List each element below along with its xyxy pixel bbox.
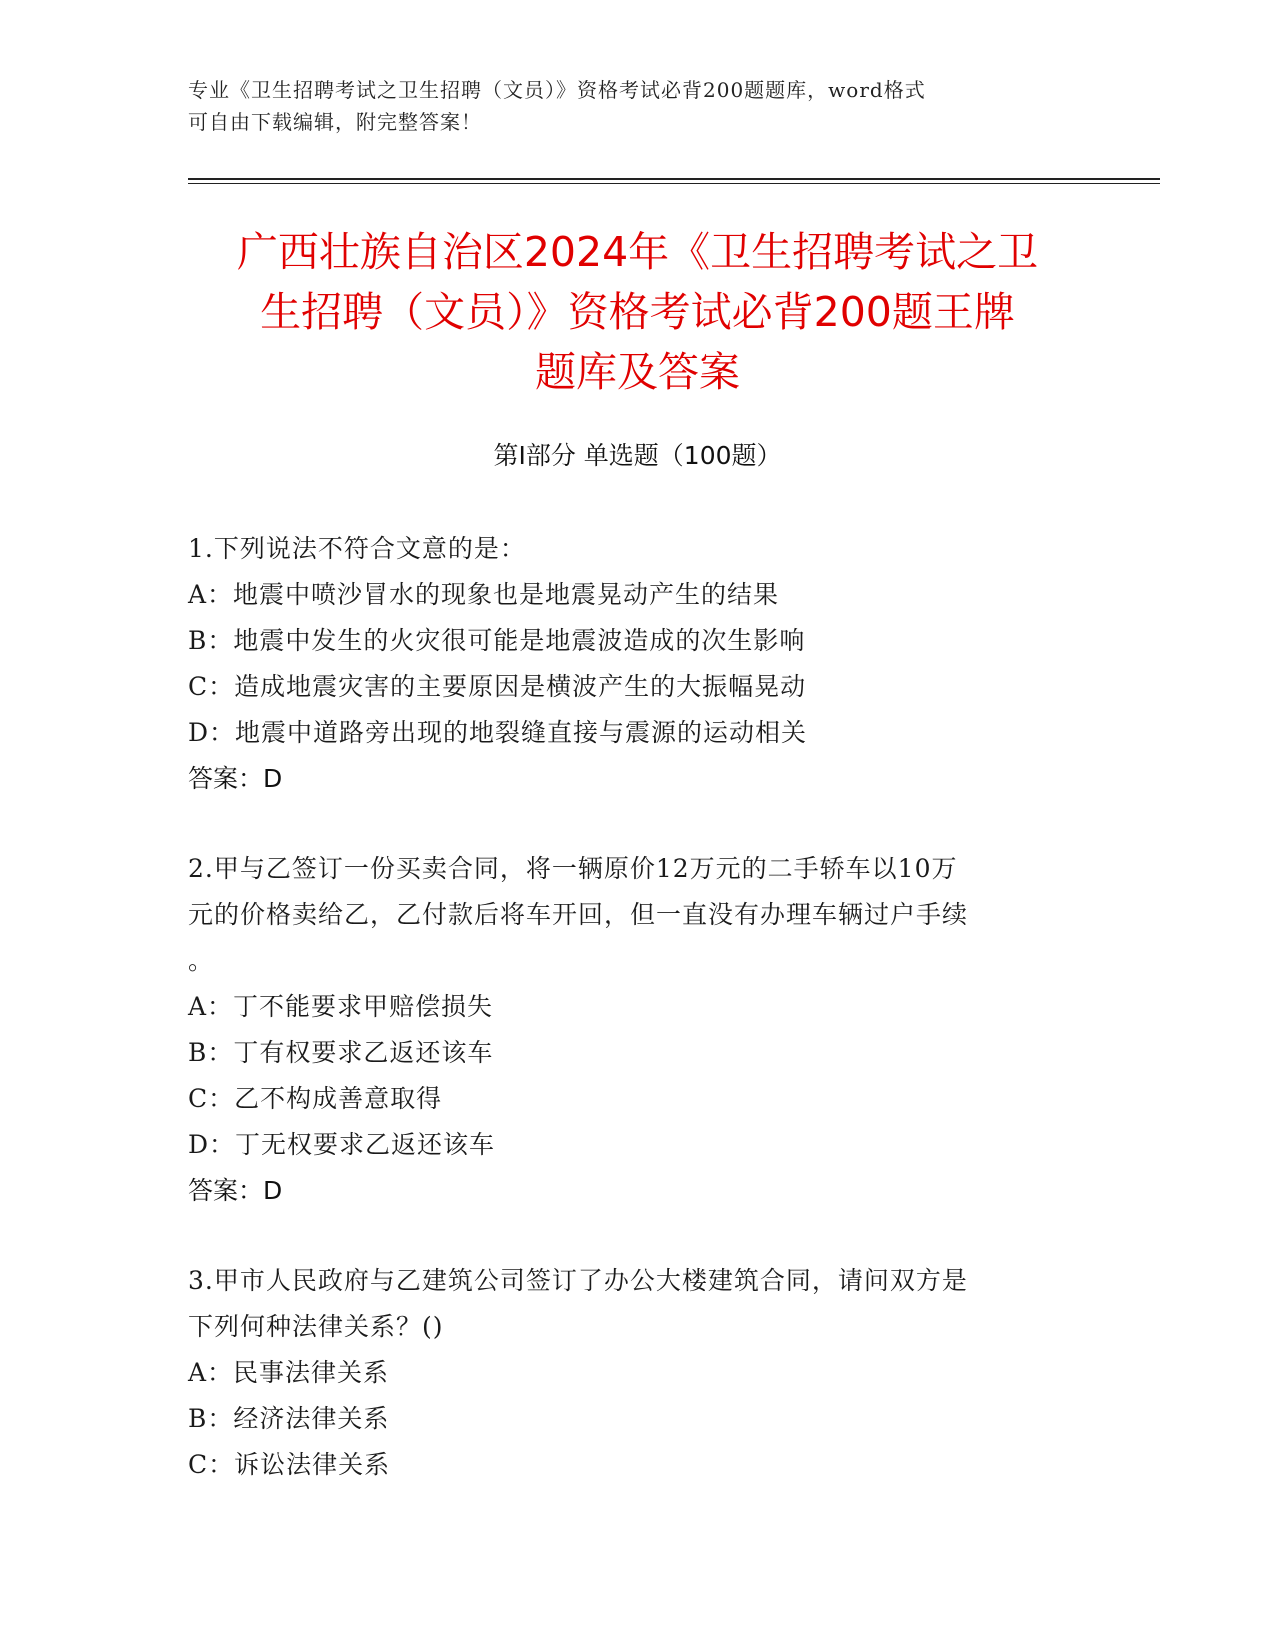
option-d: D：丁无权要求乙返还该车 bbox=[188, 1130, 496, 1159]
header-note-line-1: 专业《卫生招聘考试之卫生招聘（文员）》资格考试必背200题题库，word格式 bbox=[188, 78, 926, 102]
question-stem: 2.甲与乙签订一份买卖合同，将一辆原价12万元的二手轿车以10万 bbox=[188, 854, 958, 883]
option-a: A：丁不能要求甲赔偿损失 bbox=[188, 992, 494, 1021]
title-line-3: 题库及答案 bbox=[535, 348, 740, 396]
option-c: C：诉讼法律关系 bbox=[188, 1450, 391, 1479]
section-heading: 第Ⅰ部分 单选题（100题） bbox=[493, 441, 782, 470]
question-3 bbox=[188, 1258, 1068, 1488]
option-c: C：乙不构成善意取得 bbox=[188, 1084, 443, 1113]
question-2 bbox=[188, 846, 1068, 1214]
answer-text: 答案：D bbox=[188, 1176, 283, 1205]
document-title bbox=[160, 222, 1115, 402]
option-c: C：造成地震灾害的主要原因是横波产生的大振幅晃动 bbox=[188, 672, 807, 701]
header-divider-thick bbox=[188, 178, 1160, 180]
question-stem-continued: 下列何种法律关系？() bbox=[188, 1312, 444, 1341]
option-b: B：丁有权要求乙返还该车 bbox=[188, 1038, 494, 1067]
answer-text: 答案：D bbox=[188, 764, 283, 793]
header-note bbox=[188, 74, 1088, 138]
option-b: B：地震中发生的火灾很可能是地震波造成的次生影响 bbox=[188, 626, 806, 655]
question-list bbox=[188, 526, 1068, 1532]
header-note-line-2: 可自由下载编辑，附完整答案！ bbox=[188, 110, 482, 134]
question-stem-continued: 元的价格卖给乙，乙付款后将车开回，但一直没有办理车辆过户手续 bbox=[188, 900, 969, 929]
option-b: B：经济法律关系 bbox=[188, 1404, 390, 1433]
question-stem: 1.下列说法不符合文意的是： bbox=[188, 534, 526, 563]
header-divider-thin bbox=[188, 183, 1160, 184]
title-line-1: 广西壮族自治区2024年《卫生招聘考试之卫 bbox=[236, 228, 1039, 276]
question-1 bbox=[188, 526, 1068, 802]
option-a: A：民事法律关系 bbox=[188, 1358, 390, 1387]
question-stem: 3.甲市人民政府与乙建筑公司签订了办公大楼建筑合同，请问双方是 bbox=[188, 1266, 968, 1295]
option-a: A：地震中喷沙冒水的现象也是地震晃动产生的结果 bbox=[188, 580, 780, 609]
title-line-2: 生招聘（文员）》资格考试必背200题王牌 bbox=[260, 288, 1015, 336]
option-d: D：地震中道路旁出现的地裂缝直接与震源的运动相关 bbox=[188, 718, 808, 747]
question-stem-continued: 。 bbox=[188, 946, 215, 975]
